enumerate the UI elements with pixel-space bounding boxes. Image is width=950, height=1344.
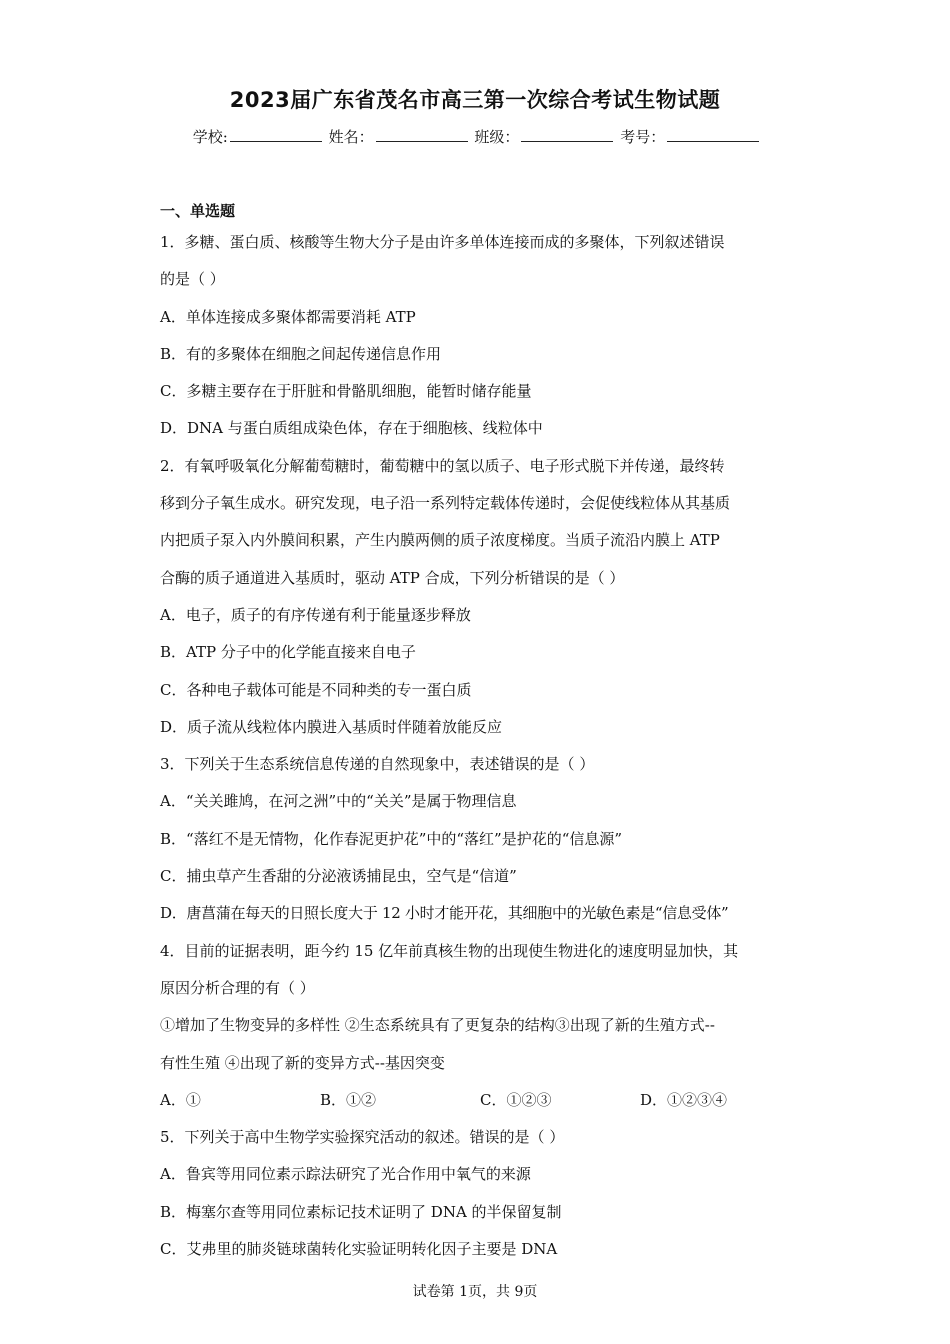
question-stem: 的是（ ） bbox=[160, 270, 225, 289]
exam-no-blank bbox=[667, 127, 759, 142]
option-c: C．①②③ bbox=[480, 1090, 552, 1109]
questions bbox=[160, 198, 800, 1268]
question-4 bbox=[160, 933, 800, 1119]
option-c: C．各种电子载体可能是不同种类的专一蛋白质 bbox=[160, 680, 472, 699]
class-blank bbox=[521, 127, 613, 142]
student-info-row bbox=[0, 126, 950, 147]
question-stem: 内把质子泵入内外膜间积累，产生内膜两侧的质子浓度梯度。当质子流沿内膜上 ATP bbox=[160, 531, 720, 550]
exam-no-label: 考号： bbox=[620, 128, 666, 146]
question-stem: 原因分析合理的有（ ） bbox=[160, 978, 315, 997]
section-heading: 一、单选题 bbox=[160, 202, 236, 220]
question-stem: ①增加了生物变异的多样性 ②生态系统具有了更复杂的结构③出现了新的生殖方式-- bbox=[160, 1016, 715, 1035]
question-1 bbox=[160, 224, 800, 448]
question-2 bbox=[160, 448, 800, 746]
option-d: D．唐菖蒲在每天的日照长度大于 12 小时才能开花，其细胞中的光敏色素是“信息受体” bbox=[160, 904, 729, 923]
school-blank bbox=[230, 127, 322, 142]
school-label: 学校: bbox=[192, 128, 228, 146]
options-row bbox=[160, 1082, 800, 1119]
option-b: B．ATP 分子中的化学能直接来自电子 bbox=[160, 643, 416, 662]
option-c: C．多糖主要存在于肝脏和骨骼肌细胞，能暂时储存能量 bbox=[160, 382, 532, 401]
option-b: B．①② bbox=[320, 1090, 377, 1109]
option-b: B．梅塞尔查等用同位素标记技术证明了 DNA 的半保留复制 bbox=[160, 1202, 562, 1221]
class-label: 班级： bbox=[474, 128, 520, 146]
question-stem: 5．下列关于高中生物学实验探究活动的叙述。错误的是（ ） bbox=[160, 1128, 565, 1147]
page-footer: 试卷第 1页，共 9页 bbox=[412, 1284, 538, 1300]
page-title: 2023届广东省茂名市高三第一次综合考试生物试题 bbox=[229, 88, 721, 112]
option-c: C．捕虫草产生香甜的分泌液诱捕昆虫，空气是“信道” bbox=[160, 867, 517, 886]
option-d: D．质子流从线粒体内膜进入基质时伴随着放能反应 bbox=[160, 717, 503, 736]
name-blank bbox=[376, 127, 468, 142]
option-d: D．DNA 与蛋白质组成染色体，存在于细胞核、线粒体中 bbox=[160, 419, 543, 438]
option-a: A．鲁宾等用同位素示踪法研究了光合作用中氧气的来源 bbox=[160, 1165, 531, 1184]
question-stem: 1．多糖、蛋白质、核酸等生物大分子是由许多单体连接而成的多聚体，下列叙述错误 bbox=[160, 233, 725, 251]
question-stem: 合酶的质子通道进入基质时，驱动 ATP 合成，下列分析错误的是（ ） bbox=[160, 568, 625, 587]
question-stem: 4．目前的证据表明，距今约 15 亿年前真核生物的出现使生物进化的速度明显加快，其 bbox=[160, 941, 739, 960]
question-5 bbox=[160, 1119, 800, 1268]
question-3 bbox=[160, 746, 800, 932]
option-d: D．①②③④ bbox=[640, 1090, 728, 1109]
option-b: B．“落红不是无情物，化作春泥更护花”中的“落红”是护花的“信息源” bbox=[160, 829, 623, 848]
question-stem: 2．有氧呼吸氧化分解葡萄糖时，葡萄糖中的氢以质子、电子形式脱下并传递，最终转 bbox=[160, 456, 725, 475]
option-a: A．单体连接成多聚体都需要消耗 ATP bbox=[160, 307, 416, 326]
option-c: C．艾弗里的肺炎链球菌转化实验证明转化因子主要是 DNA bbox=[160, 1240, 558, 1259]
option-a: A．电子，质子的有序传递有利于能量逐步释放 bbox=[160, 605, 471, 624]
option-a: A．① bbox=[160, 1090, 201, 1109]
question-stem: 移到分子氧生成水。研究发现，电子沿一系列特定载体传递时，会促使线粒体从其基质 bbox=[160, 494, 731, 513]
name-label: 姓名： bbox=[328, 128, 374, 146]
option-a: A．“关关雎鸠，在河之洲”中的“关关”是属于物理信息 bbox=[160, 792, 517, 811]
question-stem: 3．下列关于生态系统信息传递的自然现象中，表述错误的是（ ） bbox=[160, 755, 595, 774]
option-b: B．有的多聚体在细胞之间起传递信息作用 bbox=[160, 344, 442, 363]
question-stem: 有性生殖 ④出现了新的变异方式--基因突变 bbox=[160, 1053, 445, 1072]
